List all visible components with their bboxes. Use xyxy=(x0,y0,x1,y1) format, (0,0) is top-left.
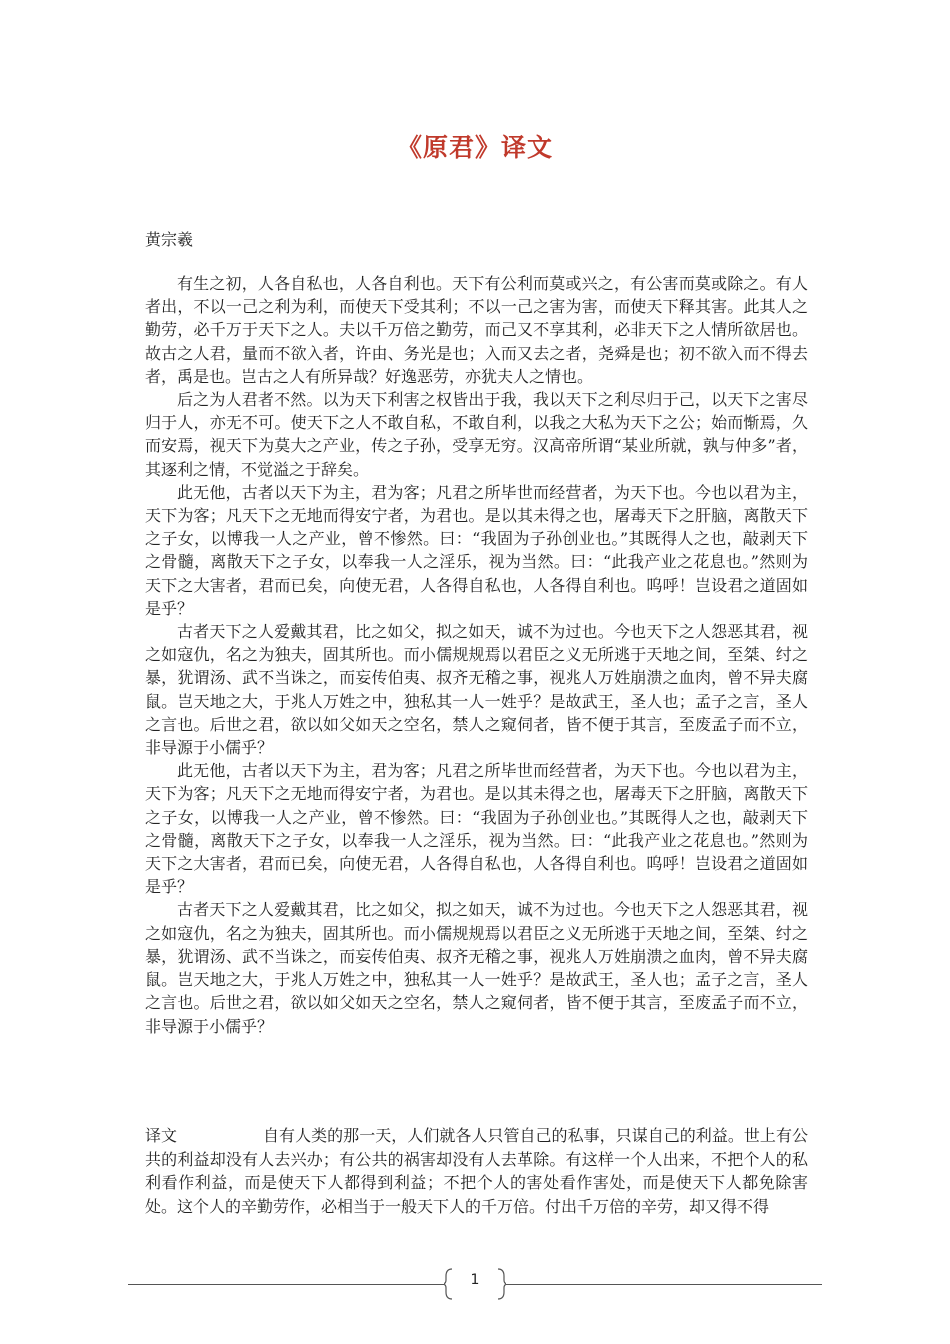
paragraph: 古者天下之人爱戴其君，比之如父，拟之如天，诚不为过也。今也天下之人怨恶其君，视之如寇仇，名之为独夫，固其所也。而小儒规规焉以君臣之义无所逃于天地之间，至桀、纣之暴，犹谓汤、武不当诛之，而妄传伯夷、叔齐无稽之事，视兆人万姓崩溃之血肉，曾不异夫腐鼠。岂天地之大，于兆人万姓之中，独私其一人一姓乎？是故武王，圣人也；孟子之言，圣人之言也。后世之君，欲以如父如天之空名，禁人之窥伺者，皆不便于其言，至废孟子而不立，非导源于小儒乎？ xyxy=(145,900,808,1036)
translation-label: 译文 xyxy=(145,1126,178,1145)
page-number: 1 xyxy=(470,1272,480,1288)
document-title: 《原君》译文 xyxy=(396,133,553,162)
paragraph: 此无他，古者以天下为主，君为客；凡君之所毕世而经营者，为天下也。今也以君为主，天下为客；凡天下之无地而得安宁者，为君也。是以其未得之也，屠毒天下之肝脑，离散天下之子女，以博我一人之产业，曾不惨然。曰：“我固为子孙创业也。”其既得人之也，敲剥天下之骨髓，离散天下之子女，以奉我一人之淫乐，视为当然。曰：“此我产业之花息也。”然则为天下之大害者，君而已矣，向使无君，人各得自私也，人各得自利也。呜呼！岂设君之道固如是乎？ xyxy=(145,761,808,897)
translation-text: 自有人类的那一天，人们就各人只管自己的私事，只谋自己的利益。世上有公共的利益却没有人去兴办；有公共的祸害却没有人去革除。有这样一个人出来，不把个人的私利看作利益，而是使天下人都得到利益；不把个人的害处看作害处，而是使天下人都免除害处。这个人的辛勤劳作，必相当于一般天下人的千万倍。付出千万倍的辛劳，却又得不得 xyxy=(145,1126,808,1216)
paragraph: 古者天下之人爱戴其君，比之如父，拟之如天，诚不为过也。今也天下之人怨恶其君，视之如寇仇，名之为独夫，固其所也。而小儒规规焉以君臣之义无所逃于天地之间，至桀、纣之暴，犹谓汤、武不当诛之，而妄传伯夷、叔齐无稽之事，视兆人万姓崩溃之血肉，曾不异夫腐鼠。岂天地之大，于兆人万姓之中，独私其一人一姓乎？是故武王，圣人也；孟子之言，圣人之言也。后世之君，欲以如父如天之空名，禁人之窥伺者，皆不便于其言，至废孟子而不立，非导源于小儒乎？ xyxy=(145,622,808,758)
paragraph: 此无他，古者以天下为主，君为客；凡君之所毕世而经营者，为天下也。今也以君为主，天下为客；凡天下之无地而得安宁者，为君也。是以其未得之也，屠毒天下之肝脑，离散天下之子女，以博我一人之产业，曾不惨然。曰：“我固为子孙创业也。”其既得人之也，敲剥天下之骨髓，离散天下之子女，以奉我一人之淫乐，视为当然。曰：“此我产业之花息也。”然则为天下之大害者，君而已矣，向使无君，人各得自私也，人各得自利也。呜呼！岂设君之道固如是乎？ xyxy=(145,482,808,618)
translation-section xyxy=(145,1124,808,1218)
paragraph: 后之为人君者不然。以为天下利害之权皆出于我，我以天下之利尽归于己，以天下之害尽归于人，亦无不可。使天下之人不敢自私，不敢自利，以我之大私为天下之公；始而惭焉，久而安焉，视天下为莫大之产业，传之子孙，受享无穷。汉高帝所谓“某业所就，孰与仲多”者，其逐利之情，不觉溢之于辞矣。 xyxy=(145,390,808,479)
original-text xyxy=(145,272,808,1038)
author-name: 黄宗羲 xyxy=(145,230,194,249)
paragraph: 有生之初，人各自私也，人各自利也。天下有公利而莫或兴之，有公害而莫或除之。有人者出，不以一己之利为利，而使天下受其利；不以一己之害为害，而使天下释其害。此其人之勤劳，必千万于天下之人。夫以千万倍之勤劳，而己又不享其利，必非天下之人情所欲居也。故古之人君，量而不欲入者，许由、务光是也；入而又去之者，尧舜是也；初不欲入而不得去者，禹是也。岂古之人有所异哉？好逸恶劳，亦犹夫人之情也。 xyxy=(145,274,808,386)
footer-rule-right xyxy=(506,1284,822,1285)
footer-rule-left xyxy=(128,1284,444,1285)
